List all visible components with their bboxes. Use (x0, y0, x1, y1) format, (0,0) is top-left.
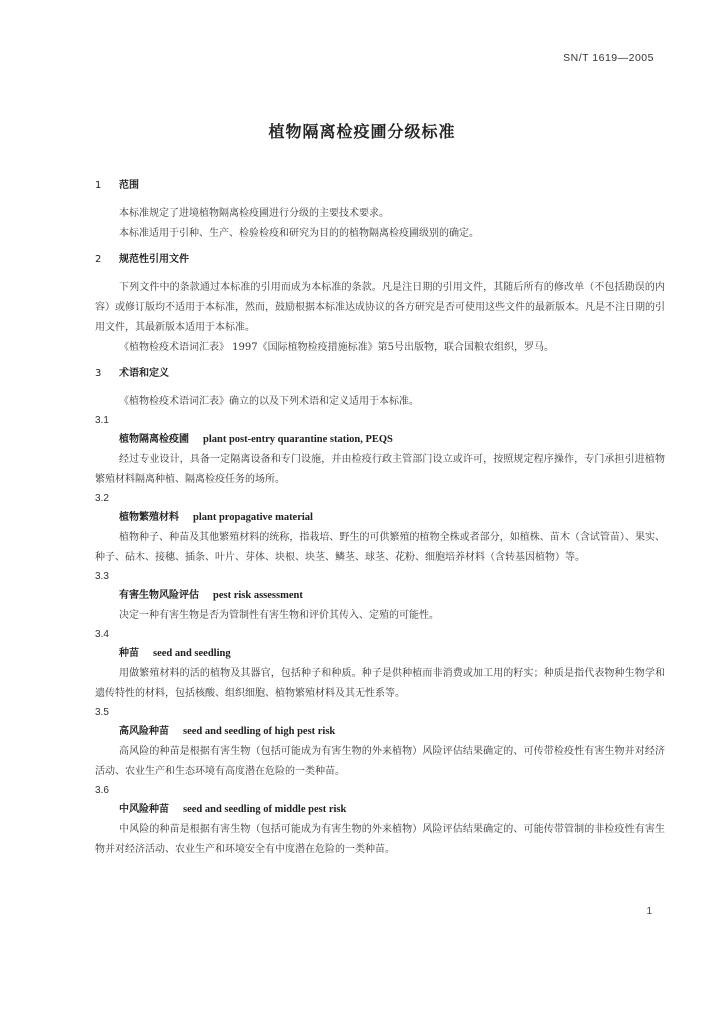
term-heading (95, 644, 665, 664)
term-number: 3.5 (95, 707, 109, 718)
term-heading (95, 430, 665, 450)
term-en: seed and seedling of high pest risk (183, 726, 336, 737)
paragraph: 本标准适用于引种、生产、检验检疫和研究为目的的植物隔离检疫圃级别的确定。 (119, 228, 479, 239)
term-en: seed and seedling of middle pest risk (183, 804, 347, 815)
term-definition: 高风险的种苗是根据有害生物（包括可能成为有害生物的外来植物）风险评估结果确定的、可传带检疫性有害生物并对经济活动、农业生产和生态环境有高度潜在危险的一类种苗。 (95, 746, 665, 777)
term-en: seed and seedling (153, 648, 231, 659)
term-en: plant propagative material (193, 512, 313, 523)
section-title: 范围 (119, 180, 139, 191)
paragraph: 本标准规定了进境植物隔离检疫圃进行分级的主要技术要求。 (119, 208, 389, 219)
term-en: pest risk assessment (213, 590, 303, 601)
section-title: 规范性引用文件 (119, 254, 189, 265)
term-definition: 植物种子、种苗及其他繁殖材料的统称，指栽培、野生的可供繁殖的植物全株或者部分，如植株、苗木（含试管苗）、果实、种子、砧木、接穗、插条、叶片、芽体、块根、块茎、鳞茎、球茎、花粉、细胞培养材料（含转基因植物）等。 (95, 532, 665, 563)
term-definition: 中风险的种苗是根据有害生物（包括可能成为有害生物的外来植物）风险评估结果确定的、可能传带管制的非检疫性有害生物并对经济活动、农业生产和环境安全有中度潜在危险的一类种苗。 (95, 824, 665, 855)
section-number: 1 (95, 180, 102, 191)
section-heading-normative-references (95, 252, 665, 268)
section-number: 2 (95, 254, 102, 265)
term-zh: 高风险种苗 (119, 726, 169, 737)
paragraph: 下列文件中的条款通过本标准的引用而成为本标准的条款。凡是注日期的引用文件，其随后所有的修改单（不包括勘误的内容）或修订版均不适用于本标准，然而，鼓励根据本标准达成协议的各方研究是否可使用这些文件的最新版本。凡是不注日期的引用文件，其最新版本适用于本标准。 (95, 282, 665, 333)
term-zh: 植物隔离检疫圃 (119, 434, 189, 445)
term-zh: 植物繁殖材料 (119, 512, 179, 523)
term-number: 3.2 (95, 493, 109, 504)
term-number: 3.6 (95, 785, 109, 796)
term-number: 3.4 (95, 629, 109, 640)
term-heading (95, 800, 665, 820)
term-heading (95, 508, 665, 528)
section-heading-terms (95, 366, 665, 382)
document-title: 植物隔离检疫圃分级标准 (268, 122, 456, 141)
paragraph: 《植物检疫术语词汇表》 1997《国际植物检疫措施标准》第5号出版物，联合国粮农组织，罗马。 (119, 342, 554, 353)
term-definition: 决定一种有害生物是否为管制性有害生物和评价其传入、定殖的可能性。 (119, 610, 439, 621)
term-en: plant post-entry quarantine station, PEQS (203, 434, 393, 445)
term-definition: 经过专业设计，具备一定隔离设备和专门设施，并由检疫行政主管部门设立或许可，按照规定程序操作，专门承担引进植物繁殖材料隔离种植、隔离检疫任务的场所。 (95, 454, 665, 485)
page-number: 1 (646, 906, 652, 917)
section-title: 术语和定义 (119, 368, 169, 379)
section-heading-scope (95, 178, 665, 194)
term-heading (95, 586, 665, 606)
term-number: 3.3 (95, 571, 109, 582)
term-zh: 有害生物风险评估 (119, 590, 199, 601)
term-definition: 用做繁殖材料的活的植物及其器官，包括种子和种质。种子是供种植而非消费或加工用的籽实；种质是指代表物种生物学和遗传特性的材料，包括核酸、组织细胞、植物繁殖材料及其无性系等。 (95, 668, 665, 699)
paragraph: 《植物检疫术语词汇表》确立的以及下列术语和定义适用于本标准。 (119, 396, 419, 407)
document-body (95, 178, 665, 860)
term-zh: 中风险种苗 (119, 804, 169, 815)
term-zh: 种苗 (119, 648, 139, 659)
section-number: 3 (95, 368, 102, 379)
term-heading (95, 722, 665, 742)
standard-number: SN/T 1619—2005 (563, 52, 654, 64)
term-number: 3.1 (95, 415, 109, 426)
